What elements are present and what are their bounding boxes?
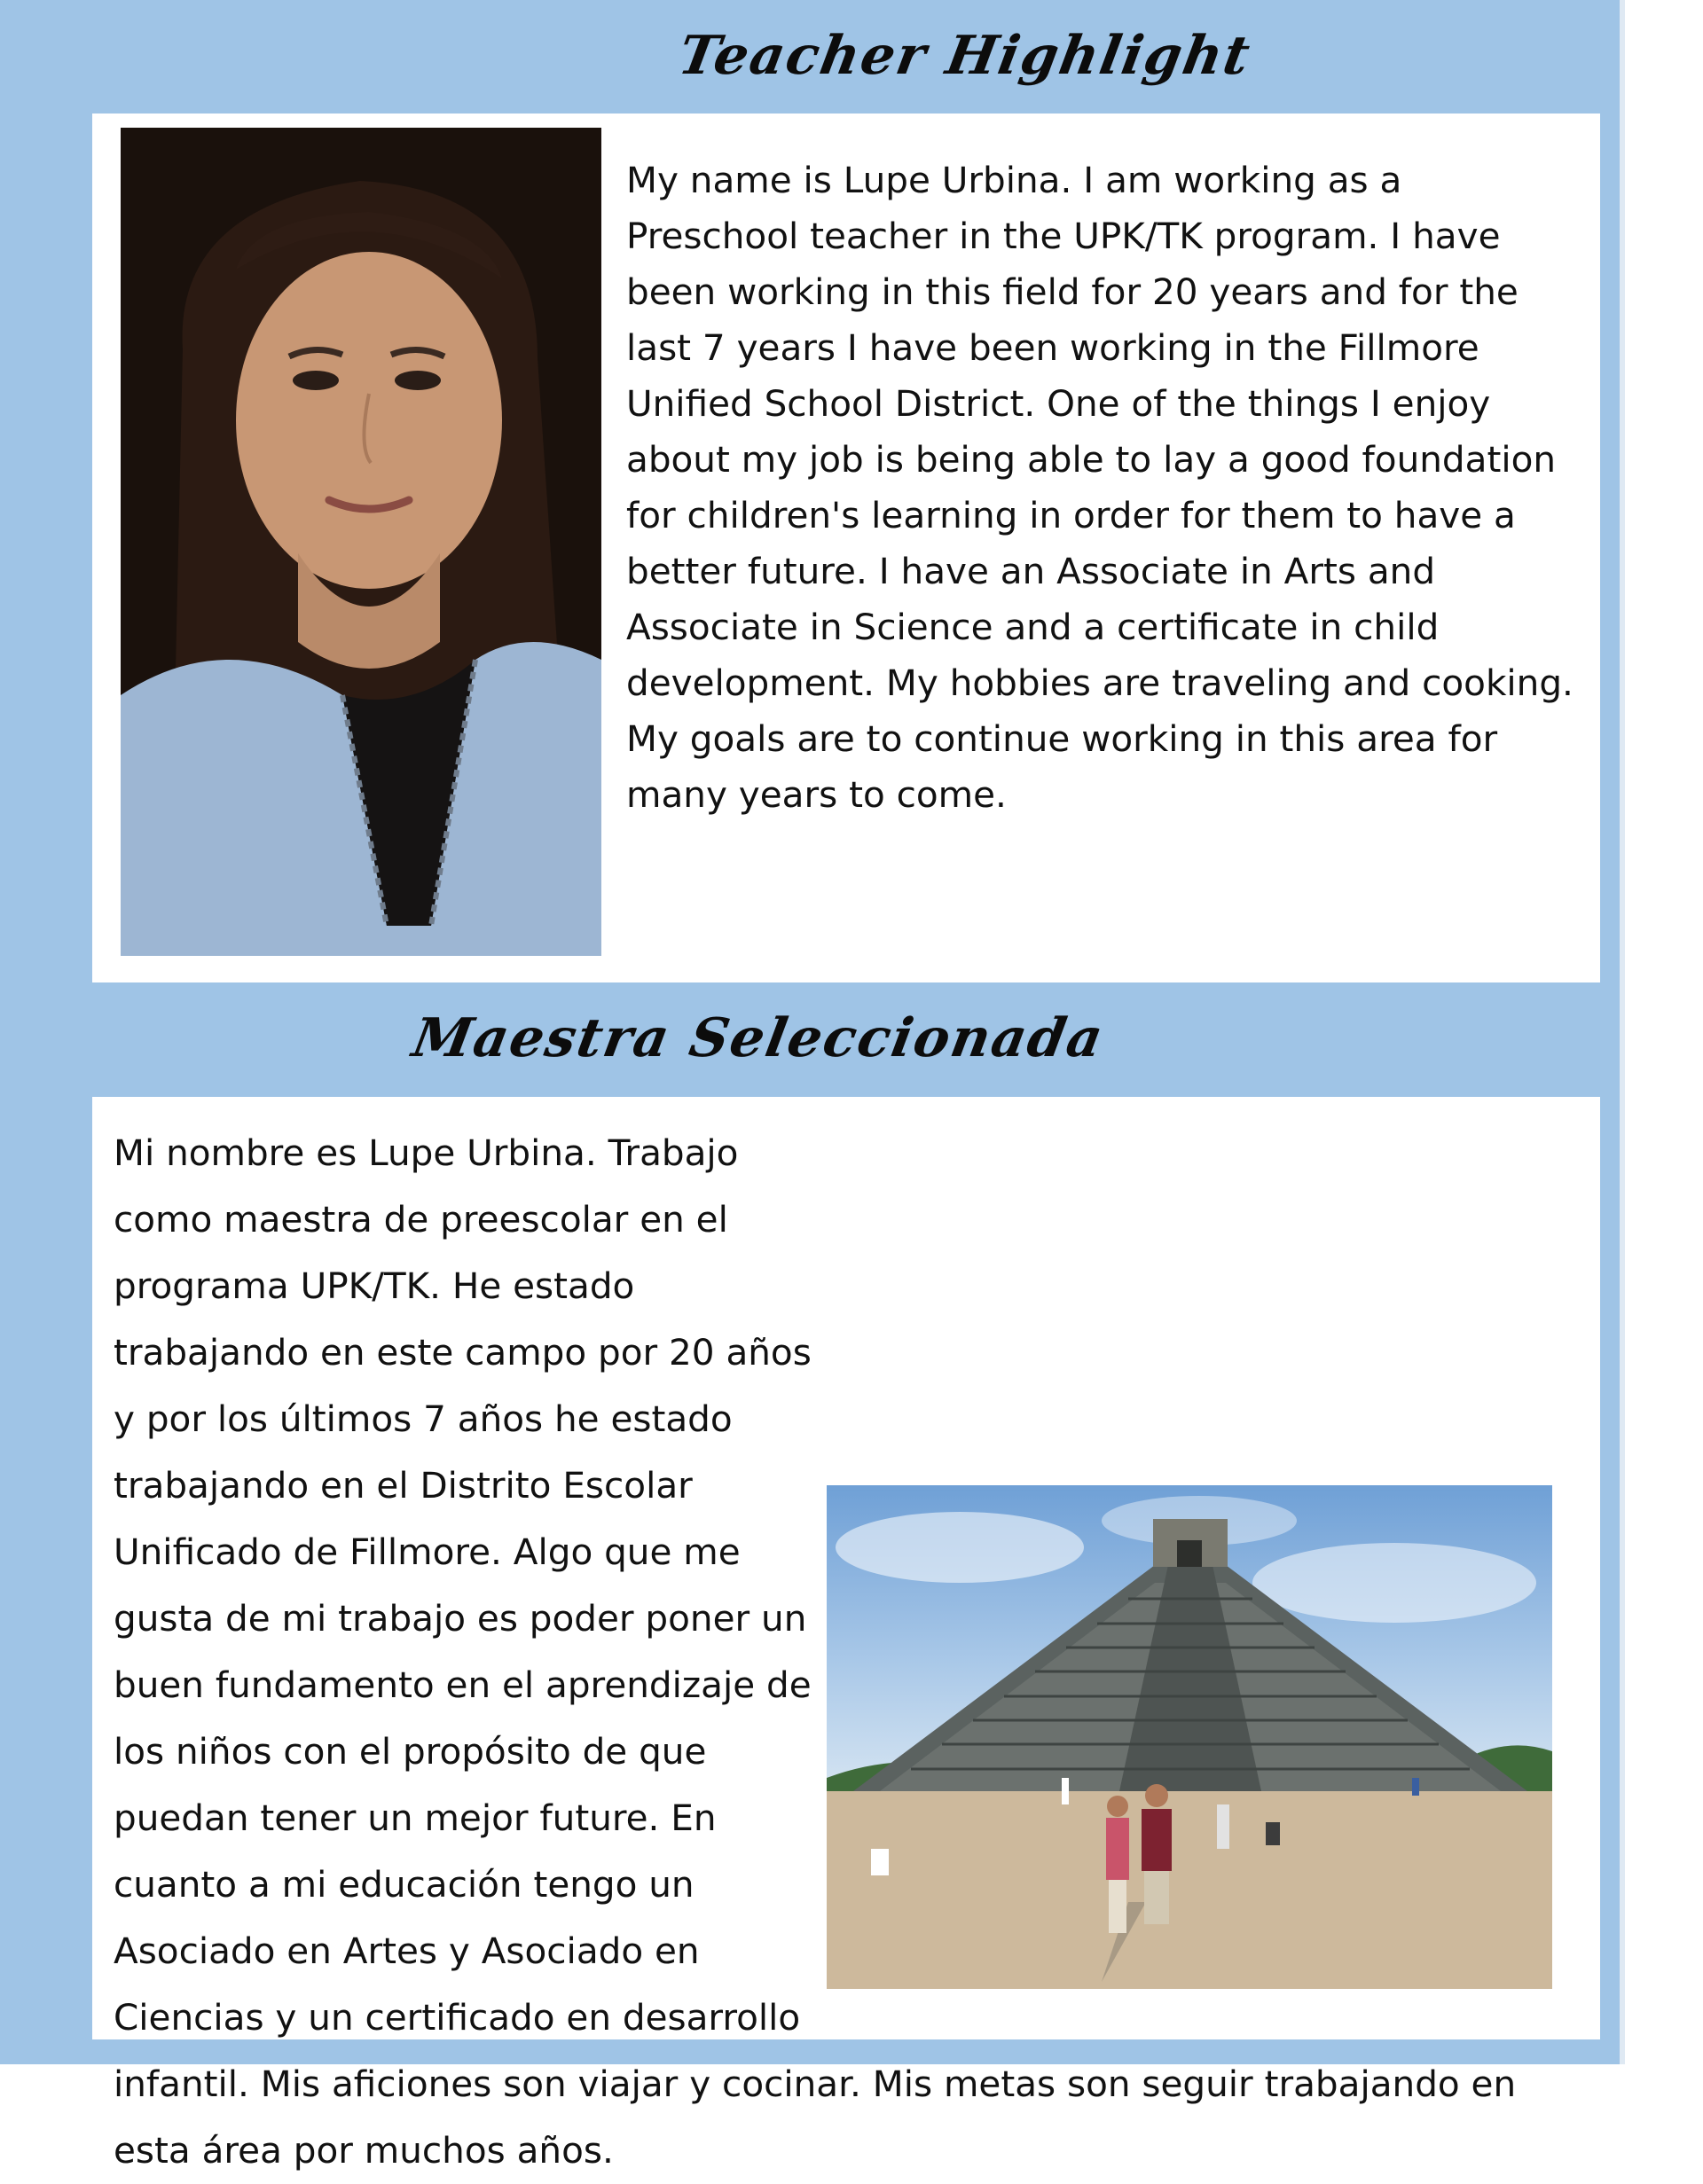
english-bio-text: My name is Lupe Urbina. I am working as a Preschool teacher in the UPK/TK program. I have been working in this field for 20 years and for the last 7 years I have been working in the Fillmore Unified School District. One of the things I enjoy about my job is being able to lay a good foundation for children's learning in order for them to have a better future. I have an Associate in Arts and Associate in Science and a certificate in child development. My hobbies are traveling and cooking. My goals are to continue working in this area for many years to come.	[626, 159, 1574, 816]
spanish-panel	[92, 1097, 1600, 2172]
page-title: Teacher Highlight	[673, 25, 1256, 87]
spanish-bio-text: Mi nombre es Lupe Urbina. Trabajo como maestra de preescolar en el programa UPK/TK. He estado trabajando en este campo por 20 años y por los últimos 7 años he estado trabajando en el Distrito Escolar Unificado de Fillmore. Algo que me gusta de mi trabajo es poder poner un buen fundamento en el aprendizaje de los niños con el propósito de que puedan tener un mejor future. En cuanto a mi educación tengo un Asociado en Artes y Asociado en Ciencias y un certificado en desarrollo infantil. Mis aficiones son viajar y cocinar. Mis metas son seguir trabajando en esta área por muchos años.	[114, 1120, 1586, 2184]
photo-wrap-spacer	[814, 1485, 1586, 2024]
teacher-portrait-photo	[121, 128, 601, 956]
english-panel	[92, 114, 1600, 982]
section-title-spanish: Maestra Seleccionada	[407, 1007, 1110, 1069]
